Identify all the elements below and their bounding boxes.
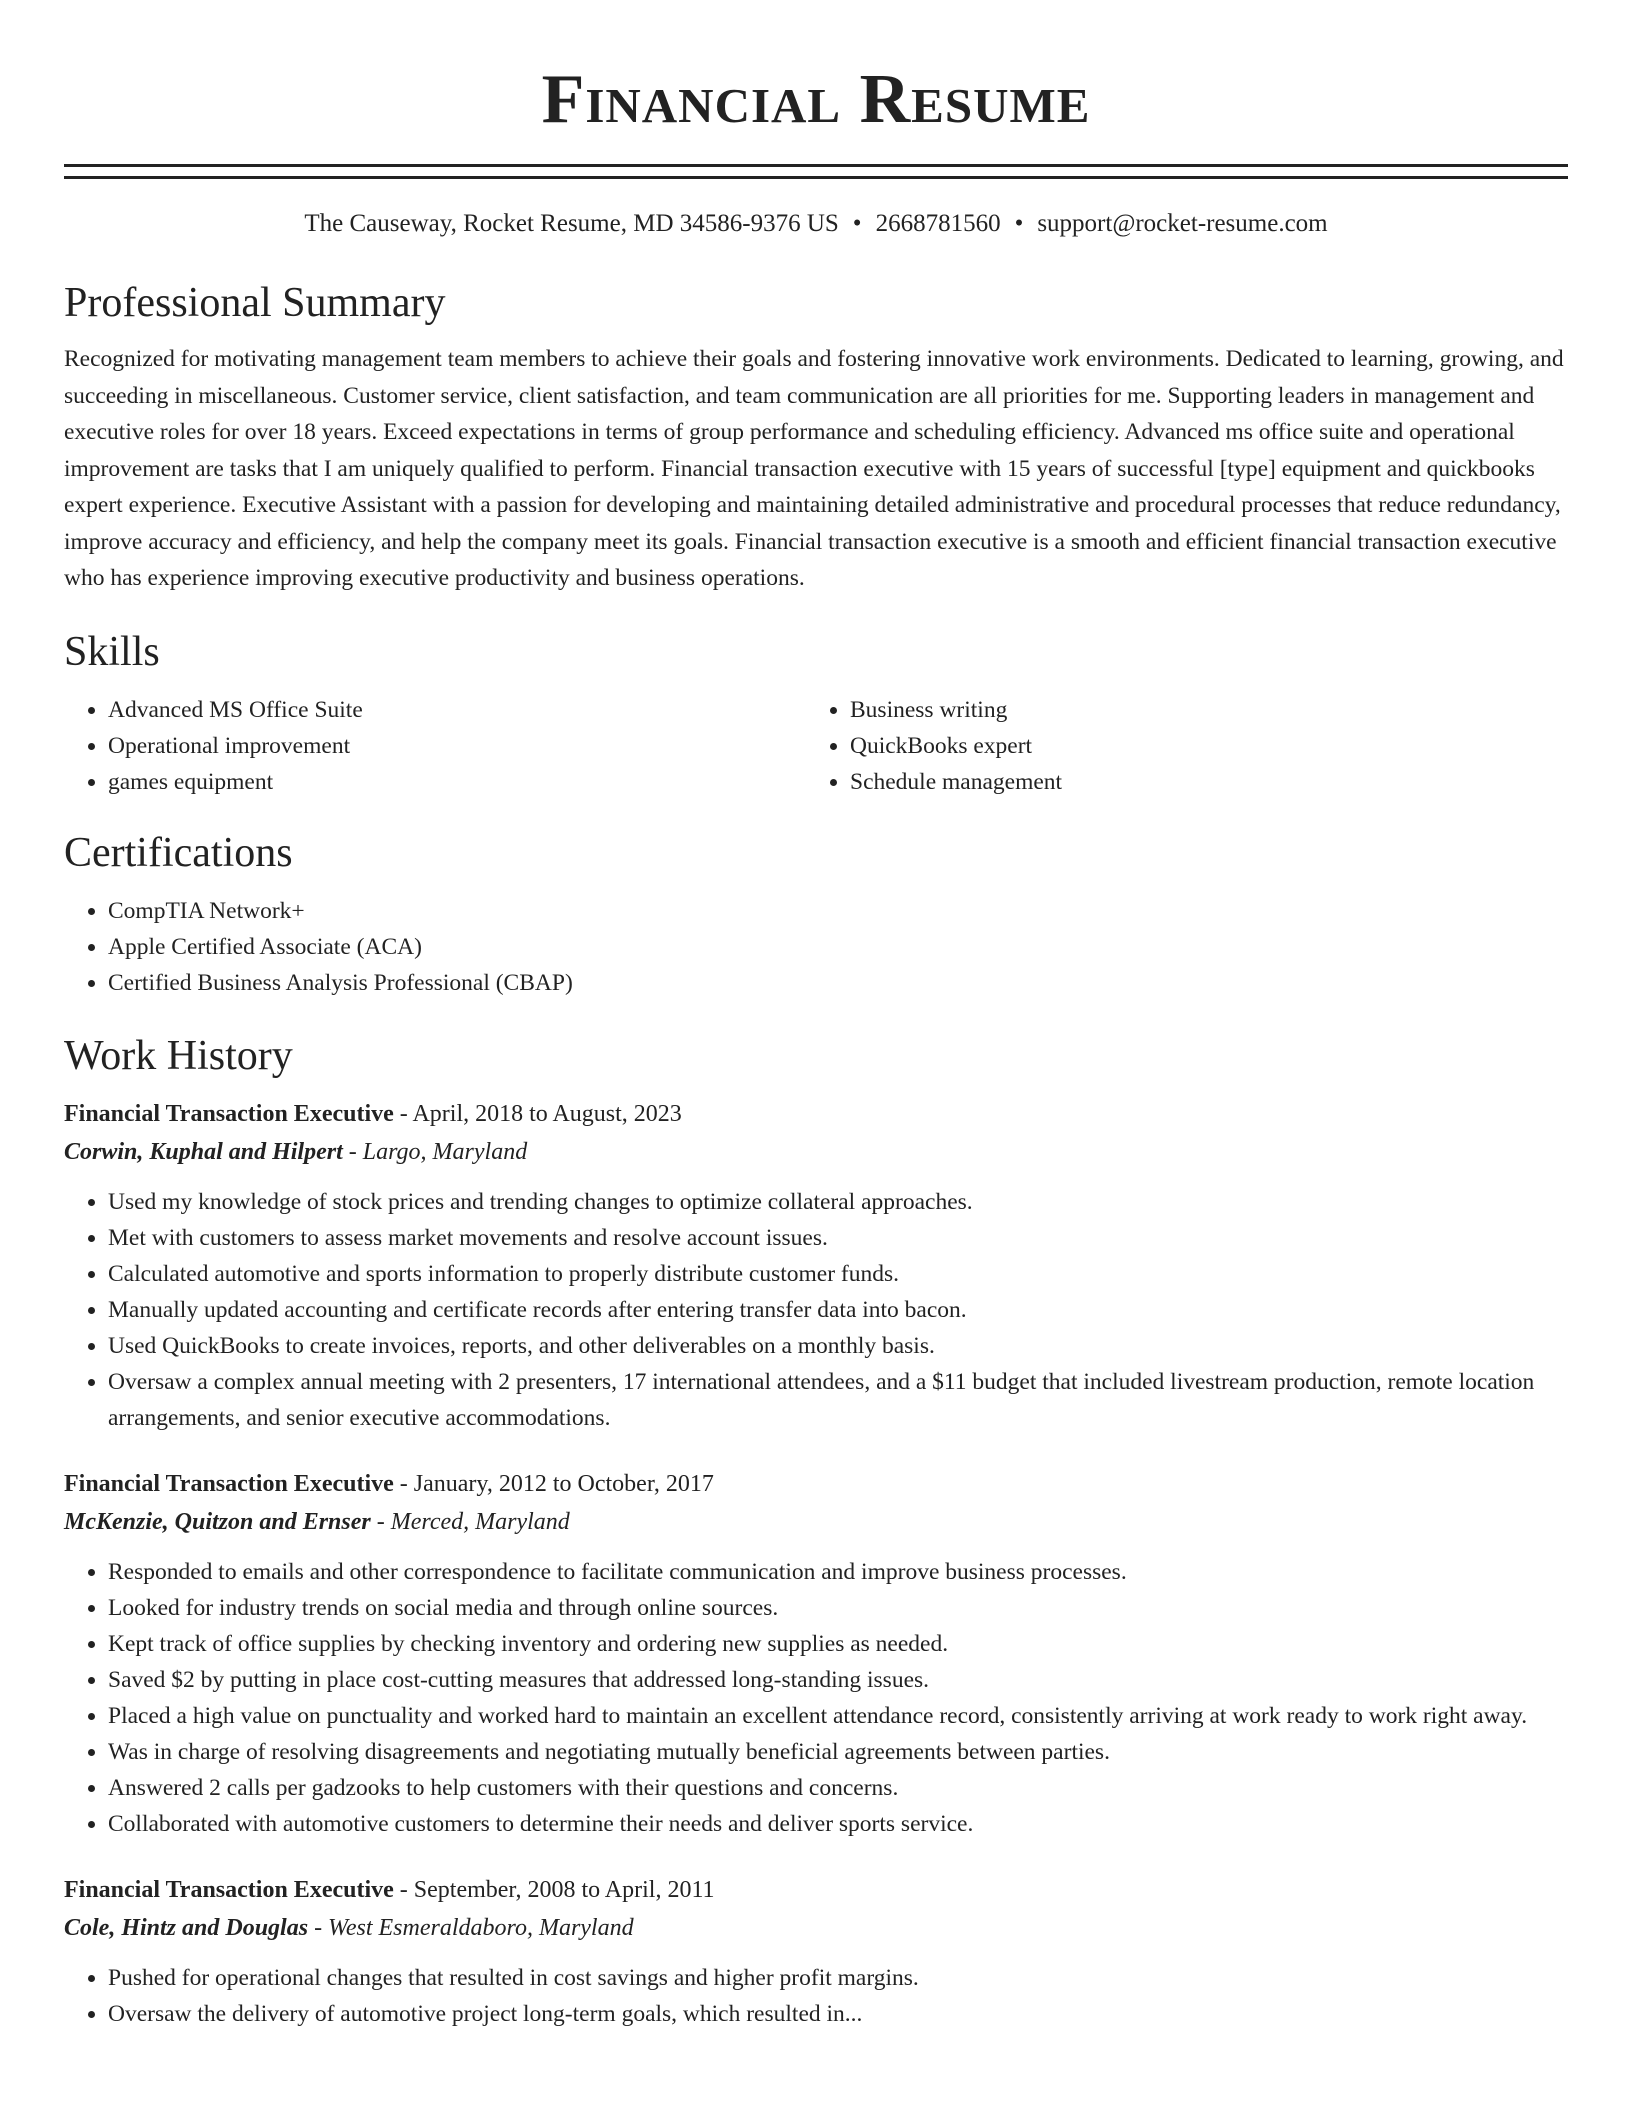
job-dates: - April, 2018 to August, 2023 <box>393 1100 682 1127</box>
contact-separator: • <box>1014 210 1024 237</box>
title-double-rule <box>64 164 1568 179</box>
job-bullet: • Placed a high value on punctuality and worked hard to maintain an excellent attendance record, consistently arriving at work ready to work right away. <box>108 1698 1568 1734</box>
job-bullet: • Looked for industry trends on social media and through online sources. <box>108 1590 1568 1626</box>
job-title-line <box>64 1096 1568 1132</box>
job-title: Financial Transaction Executive <box>64 1876 394 1903</box>
resume-title: Financial Resume <box>541 61 1091 138</box>
job-company: Corwin, Kuphal and Hilpert <box>64 1138 343 1165</box>
job-company-line <box>64 1132 1568 1172</box>
job-bullet: • Manually updated accounting and certificate records after entering transfer data into bacon. <box>108 1292 1568 1328</box>
job-bullet: • Collaborated with automotive customers to determine their needs and deliver sports service. <box>108 1806 1568 1842</box>
job-location: - West Esmeraldaboro, Maryland <box>308 1914 634 1941</box>
skill-item: • QuickBooks expert <box>850 728 1548 764</box>
job-bullet: • Met with customers to assess market movements and resolve account issues. <box>108 1220 1568 1256</box>
certification-item: • CompTIA Network+ <box>108 893 1568 929</box>
job-bullet: • Answered 2 calls per gadzooks to help customers with their questions and concerns. <box>108 1770 1568 1806</box>
job-location: - Largo, Maryland <box>342 1138 528 1165</box>
skills-column-right <box>806 692 1548 800</box>
resume-page <box>64 0 1568 2032</box>
skill-item: • Schedule management <box>850 764 1548 800</box>
job-bullet: • Was in charge of resolving disagreements and negotiating mutually beneficial agreements between parties. <box>108 1734 1568 1770</box>
job-title-line <box>64 1466 1568 1502</box>
certification-item: • Certified Business Analysis Professional (CBAP) <box>108 965 1568 1001</box>
job-company-line <box>64 1908 1568 1948</box>
job-title: Financial Transaction Executive <box>64 1100 394 1127</box>
job-title-line <box>64 1872 1568 1908</box>
job-company: Cole, Hintz and Douglas <box>64 1914 309 1941</box>
job-bullet: • Saved $2 by putting in place cost-cutting measures that addressed long-standing issues. <box>108 1662 1568 1698</box>
skill-item: • Advanced MS Office Suite <box>108 692 806 728</box>
job-bullets <box>64 1554 1568 1842</box>
job-dates: - January, 2012 to October, 2017 <box>393 1470 714 1497</box>
skill-item: • games equipment <box>108 764 806 800</box>
skills-list-left <box>64 692 806 800</box>
job-bullet: • Pushed for operational changes that resulted in cost savings and higher profit margins. <box>108 1960 1568 1996</box>
contact-phone: 2668781560 <box>875 210 1001 237</box>
job-location: - Merced, Maryland <box>370 1508 570 1535</box>
job-entry <box>64 1466 1568 1842</box>
job-title: Financial Transaction Executive <box>64 1470 394 1497</box>
certifications-list <box>64 893 1568 1001</box>
contact-line <box>64 209 1568 239</box>
skills-heading: Skills <box>64 628 160 675</box>
summary-text: Recognized for motivating management team members to achieve their goals and fostering innovative work environments. Dedicated to learning, growing, and succeeding in miscellaneous. Customer service, client satisfaction, and team communication are all priorities for me. Supporting leaders in management and executive roles for over 18 years. Exceed expectations in terms of group performance and scheduling efficiency. Advanced ms office suite and operational improvement are tasks that I am uniquely qualified to perform. Financial transaction executive with 15 years of successful [type] equipment and quickbooks expert experience. Executive Assistant with a passion for developing and maintaining detailed administrative and procedural processes that reduce redundancy, improve accuracy and efficiency, and help the company meet its goals. Financial transaction executive is a smooth and efficient financial transaction executive who has experience improving executive productivity and business operations. <box>64 346 1564 591</box>
job-bullet: • Used my knowledge of stock prices and trending changes to optimize collateral approaches. <box>108 1184 1568 1220</box>
job-bullet: • Calculated automotive and sports information to properly distribute customer funds. <box>108 1256 1568 1292</box>
job-bullet: • Oversaw a complex annual meeting with 2 presenters, 17 international attendees, and a $11 budget that included livestream production, remote location arrangements, and senior executive accommodations. <box>108 1364 1568 1436</box>
contact-email: support@rocket-resume.com <box>1037 210 1328 237</box>
summary-heading: Professional Summary <box>64 280 446 326</box>
job-bullet: • Used QuickBooks to create invoices, reports, and other deliverables on a monthly basis. <box>108 1328 1568 1364</box>
certification-item: • Apple Certified Associate (ACA) <box>108 929 1568 965</box>
skills-columns <box>64 692 1568 800</box>
job-company-line <box>64 1502 1568 1542</box>
job-bullets <box>64 1960 1568 2032</box>
job-bullet: • Responded to emails and other correspondence to facilitate communication and improve business processes. <box>108 1554 1568 1590</box>
skill-item: • Operational improvement <box>108 728 806 764</box>
certifications-heading: Certifications <box>64 829 293 876</box>
skills-list-right <box>806 692 1548 800</box>
contact-address: The Causeway, Rocket Resume, MD 34586-9376 US <box>304 210 839 237</box>
job-bullet: • Oversaw the delivery of automotive project long-term goals, which resulted in... <box>108 1996 1568 2032</box>
contact-separator: • <box>852 210 862 237</box>
job-dates: - September, 2008 to April, 2011 <box>393 1876 715 1903</box>
skill-item: • Business writing <box>850 692 1548 728</box>
job-entry <box>64 1872 1568 2032</box>
job-company: McKenzie, Quitzon and Ernser <box>64 1508 371 1535</box>
job-bullets <box>64 1184 1568 1436</box>
work-history-heading: Work History <box>64 1032 293 1079</box>
job-bullet: • Kept track of office supplies by checking inventory and ordering new supplies as needed. <box>108 1626 1568 1662</box>
skills-column-left <box>64 692 806 800</box>
job-entry <box>64 1096 1568 1436</box>
